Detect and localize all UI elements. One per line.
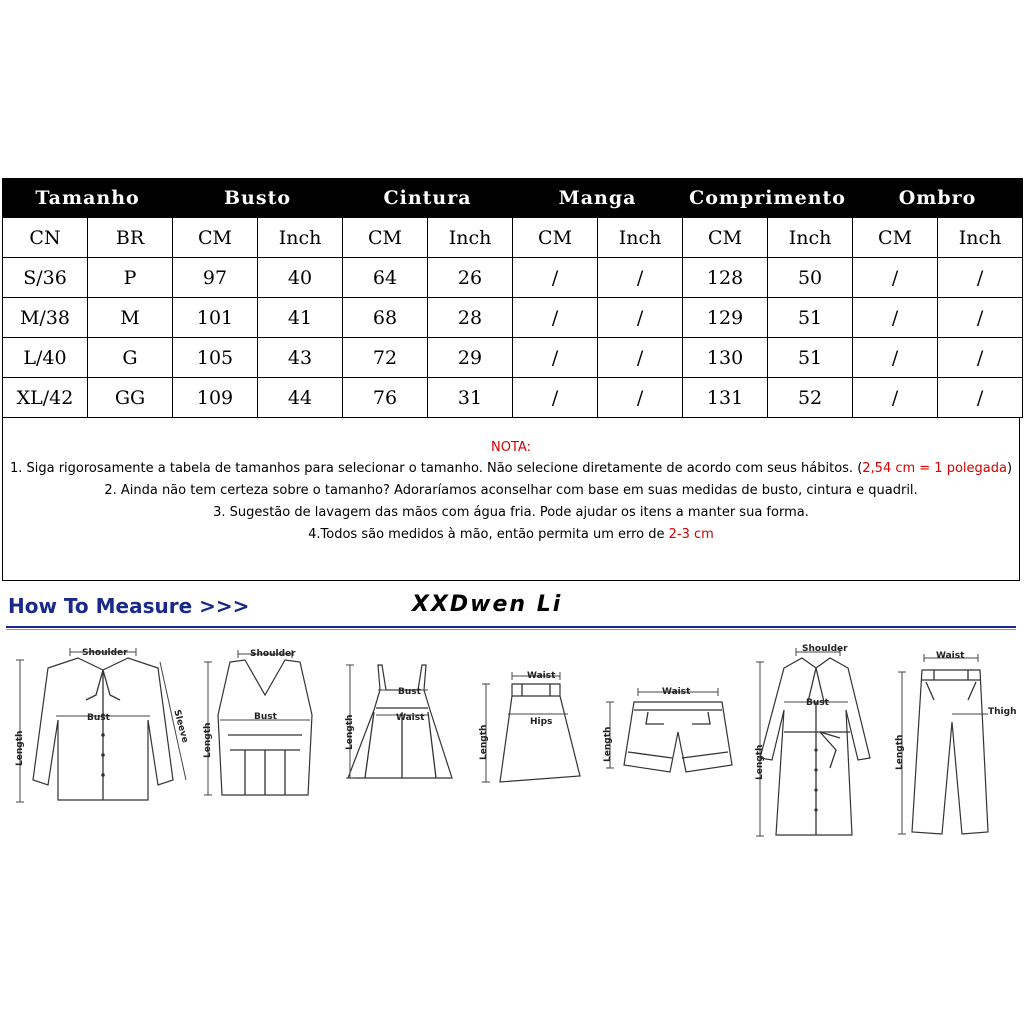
table-cell: M: [88, 298, 173, 338]
note-line-4: [3, 527, 1019, 543]
coat-figure: [750, 640, 890, 840]
table-cell: G: [88, 338, 173, 378]
blouse-figure: [8, 640, 198, 810]
table-cell: 29: [428, 338, 513, 378]
note-line-2: 2. Ainda não tem certeza sobre o tamanho? Adoraríamos aconselhar com base em suas medidas de busto, cintura e quadril.: [104, 483, 918, 498]
header-ombro: Ombro: [853, 179, 1023, 218]
table-cell: GG: [88, 378, 173, 418]
table-cell: 97: [173, 258, 258, 298]
table-cell: /: [853, 378, 938, 418]
note-1-conversion: 2,54 cm = 1 polegada: [862, 461, 1007, 476]
trousers-figure: [888, 642, 1022, 842]
shoulder-label: Shoulder: [802, 644, 848, 654]
table-cell: /: [513, 338, 598, 378]
subheader-cell: Inch: [428, 218, 513, 258]
table-cell: 101: [173, 298, 258, 338]
table-cell: 64: [343, 258, 428, 298]
table-cell: /: [938, 258, 1023, 298]
table-cell: /: [853, 338, 938, 378]
header-tamanho: Tamanho: [3, 179, 173, 218]
subheader-cell: Inch: [768, 218, 853, 258]
how-to-measure-title: How To Measure >>>: [8, 594, 250, 618]
table-cell: /: [513, 298, 598, 338]
table-cell: 105: [173, 338, 258, 378]
note-4-text: 4.Todos são medidos à mão, então permita um erro de: [308, 527, 669, 542]
table-cell: 41: [258, 298, 343, 338]
brand-logo: XXDwen Li: [412, 592, 563, 617]
subheader-cell: Inch: [258, 218, 343, 258]
table-cell: M/38: [3, 298, 88, 338]
table-cell: 40: [258, 258, 343, 298]
shoulder-label: Shoulder: [250, 649, 296, 659]
length-label: Length: [603, 726, 613, 762]
table-header-row: [3, 179, 1023, 218]
note-1-close: ): [1006, 461, 1013, 476]
note-line-1: [3, 461, 1019, 477]
table-cell: XL/42: [3, 378, 88, 418]
table-cell: /: [598, 298, 683, 338]
length-label: Length: [203, 722, 213, 758]
table-cell: S/36: [3, 258, 88, 298]
subheader-cell: CM: [853, 218, 938, 258]
table-cell: 129: [683, 298, 768, 338]
waist-label: Waist: [936, 651, 965, 661]
subheader-cell: CN: [3, 218, 88, 258]
bust-label: Bust: [398, 687, 421, 697]
note-1-text: 1. Siga rigorosamente a tabela de tamanhos para selecionar o tamanho. Não selecione diretamente de acordo com seus hábitos. (: [9, 461, 863, 476]
table-cell: /: [853, 258, 938, 298]
header-busto: Busto: [173, 179, 343, 218]
header-manga: Manga: [513, 179, 683, 218]
subheader-cell: CM: [513, 218, 598, 258]
table-cell: 44: [258, 378, 343, 418]
divider: [6, 629, 1016, 630]
length-label: Length: [895, 734, 905, 770]
table-cell: 50: [768, 258, 853, 298]
sleeve-label: Sleeve: [171, 708, 190, 745]
waist-label: Waist: [662, 687, 691, 697]
table-cell: 43: [258, 338, 343, 378]
table-cell: 51: [768, 338, 853, 378]
note-4-error-range: 2-3 cm: [668, 527, 714, 542]
table-cell: 109: [173, 378, 258, 418]
table-cell: /: [853, 298, 938, 338]
length-label: Length: [755, 744, 765, 780]
length-label: Length: [15, 730, 25, 766]
shoulder-label: Shoulder: [82, 648, 128, 658]
table-cell: 28: [428, 298, 513, 338]
table-cell: /: [938, 298, 1023, 338]
note-line-3: 3. Sugestão de lavagem das mãos com água fria. Pode ajudar os itens a manter sua forma.: [213, 505, 809, 520]
table-cell: /: [513, 378, 598, 418]
header-cintura: Cintura: [343, 179, 513, 218]
shorts-figure: [598, 680, 743, 780]
table-cell: 26: [428, 258, 513, 298]
table-cell: /: [598, 338, 683, 378]
subheader-cell: CM: [343, 218, 428, 258]
table-cell: 128: [683, 258, 768, 298]
waist-label: Waist: [396, 713, 425, 723]
table-subheader-row: [3, 218, 1023, 258]
table-cell: 72: [343, 338, 428, 378]
table-cell: P: [88, 258, 173, 298]
table-cell: /: [598, 378, 683, 418]
table-row: [3, 338, 1023, 378]
subheader-cell: CM: [173, 218, 258, 258]
subheader-cell: Inch: [938, 218, 1023, 258]
subheader-cell: BR: [88, 218, 173, 258]
bust-label: Bust: [806, 698, 829, 708]
subheader-cell: CM: [683, 218, 768, 258]
table-cell: /: [938, 378, 1023, 418]
table-cell: 51: [768, 298, 853, 338]
table-row: [3, 298, 1023, 338]
thigh-label: Thigh: [988, 707, 1017, 717]
bust-label: Bust: [254, 712, 277, 722]
dress-figure: [340, 660, 465, 785]
divider: [6, 626, 1016, 628]
table-row: [3, 258, 1023, 298]
length-label: Length: [345, 714, 355, 750]
table-row: [3, 378, 1023, 418]
table-cell: L/40: [3, 338, 88, 378]
table-cell: 31: [428, 378, 513, 418]
size-table: [2, 178, 1023, 418]
subheader-cell: Inch: [598, 218, 683, 258]
table-cell: /: [598, 258, 683, 298]
header-comprimento: Comprimento: [683, 179, 853, 218]
hips-label: Hips: [530, 717, 553, 727]
notes-box: [2, 418, 1020, 581]
table-cell: 130: [683, 338, 768, 378]
bust-label: Bust: [87, 713, 110, 723]
waist-label: Waist: [527, 671, 556, 681]
tank-top-figure: [200, 640, 330, 805]
table-cell: /: [938, 338, 1023, 378]
table-cell: /: [513, 258, 598, 298]
skirt-figure: [472, 664, 592, 789]
table-cell: 68: [343, 298, 428, 338]
table-cell: 76: [343, 378, 428, 418]
notes-title: NOTA:: [491, 440, 531, 455]
length-label: Length: [479, 724, 489, 760]
table-cell: 52: [768, 378, 853, 418]
table-cell: 131: [683, 378, 768, 418]
